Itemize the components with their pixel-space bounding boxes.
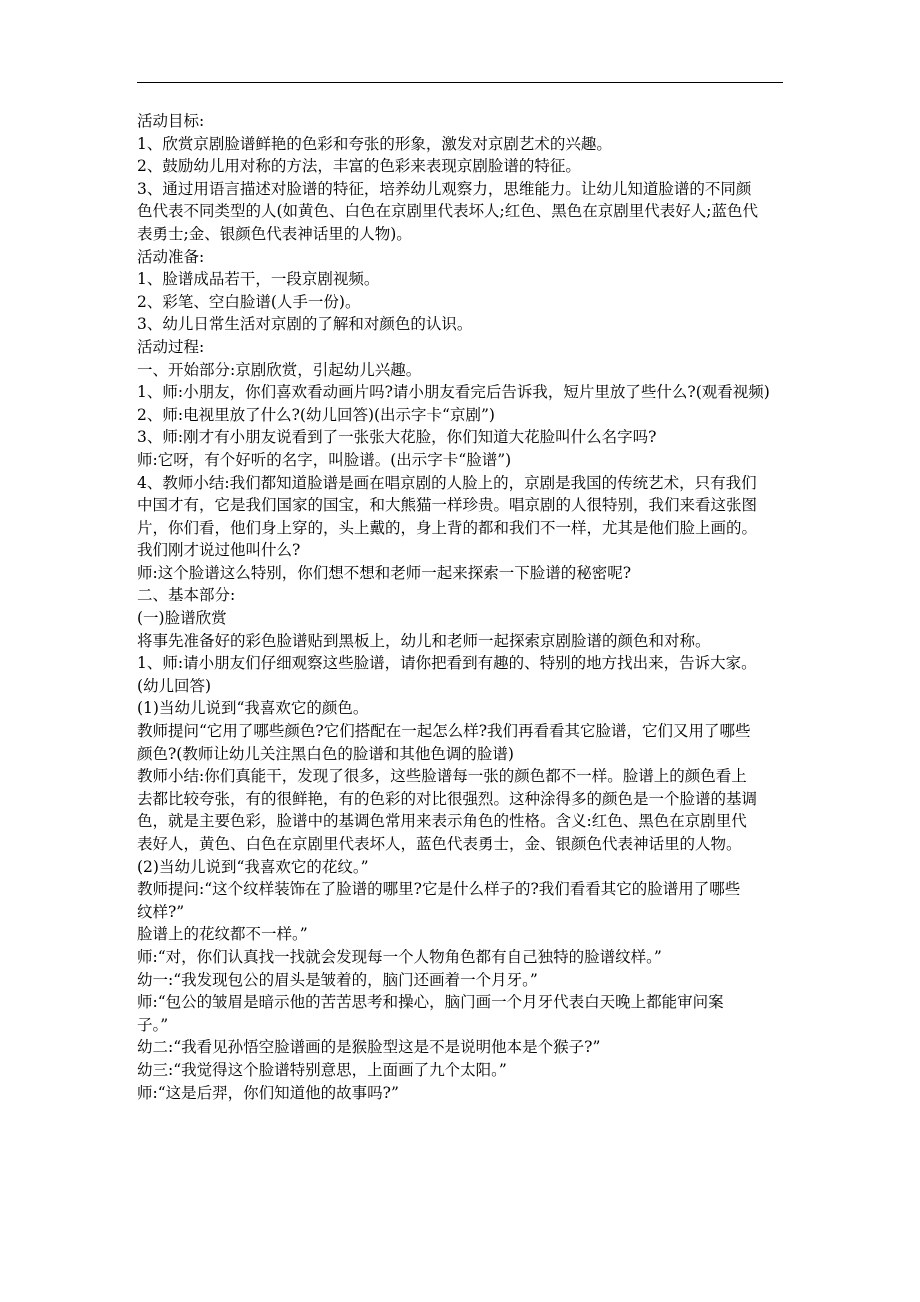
text-line: 教师提问“它用了哪些颜色?它们搭配在一起怎么样?我们再看看其它脸谱，它们又用了哪些: [137, 722, 751, 741]
text-line: 教师提问:“这个纹样装饰在了脸谱的哪里?它是什么样子的?我们看看其它的脸谱用了哪些: [137, 880, 741, 899]
text-line: (一)脸谱欣赏: [137, 609, 227, 628]
text-line: 色代表不同类型的人(如黄色、白色在京剧里代表坏人;红色、黑色在京剧里代表好人;蓝色代: [137, 202, 758, 221]
text-line: 1、欣赏京剧脸谱鲜艳的色彩和夸张的形象，激发对京剧艺术的兴趣。: [137, 134, 612, 153]
text-line: 1、师:请小朋友们仔细观察这些脸谱，请你把看到有趣的、特别的地方找出来，告诉大家。: [137, 654, 757, 673]
text-line: 师:这个脸谱这么特别，你们想不想和老师一起来探索一下脸谱的秘密呢?: [137, 563, 632, 582]
text-line: 师:“对，你们认真找一找就会发现每一个人物角色都有自己独特的脸谱纹样。”: [137, 947, 662, 966]
text-line: 师:它呀，有个好听的名字，叫脸谱。(出示字卡“脸谱”): [137, 450, 512, 469]
text-line: 表勇士;金、银颜色代表神话里的人物)。: [137, 224, 412, 243]
text-line: 二、基本部分:: [137, 586, 236, 605]
text-line: 将事先准备好的彩色脸谱贴到黑板上，幼儿和老师一起探索京剧脸谱的颜色和对称。: [137, 631, 711, 650]
text-line: 片，你们看，他们身上穿的，头上戴的，身上背的都和我们不一样，尤其是他们脸上画的。: [137, 518, 758, 537]
text-line: 一、开始部分:京剧欣赏，引起幼儿兴趣。: [137, 360, 422, 379]
text-line: (幼儿回答): [137, 676, 212, 695]
text-line: 师:“包公的皱眉是暗示他的苦苦思考和操心，脑门画一个月牙代表白天晚上都能审问案: [137, 993, 724, 1012]
text-line: (1)当幼儿说到“我喜欢它的颜色。: [137, 699, 369, 718]
text-line: 1、师:小朋友，你们喜欢看动画片吗?请小朋友看完后告诉我，短片里放了些什么?(观看视频): [137, 383, 770, 402]
text-line: 幼二:“我看见孙悟空脸谱画的是猴脸型这是不是说明他本是个猴子?”: [137, 1038, 601, 1057]
text-line: 2、彩笔、空白脸谱(人手一份)。: [137, 292, 361, 311]
text-line: 1、脸谱成品若干，一段京剧视频。: [137, 270, 380, 289]
text-line: 幼三:“我觉得这个脸谱特别意思，上面画了九个太阳。”: [137, 1060, 507, 1079]
document-body: [137, 110, 797, 1104]
text-line: (2)当幼儿说到“我喜欢它的花纹。”: [137, 857, 369, 876]
text-line: 活动目标:: [137, 112, 205, 130]
text-line: 中国才有，它是我们国家的国宝，和大熊猫一样珍贵。唱京剧的人很特别，我们来看这张图: [137, 496, 758, 515]
text-line: 2、师:电视里放了什么?(幼儿回答)(出示字卡“京剧”): [137, 405, 495, 424]
text-line: 表好人，黄色、白色在京剧里代表坏人，蓝色代表勇士，金、银颜色代表神话里的人物。: [137, 835, 742, 853]
text-line: 活动过程:: [137, 337, 205, 356]
text-line: 色，就是主要色彩，脸谱中的基调色常用来表示角色的性格。含义:红色、黑色在京剧里代: [137, 812, 747, 831]
header-rule: [137, 82, 783, 83]
text-line: 2、鼓励幼儿用对称的方法，丰富的色彩来表现京剧脸谱的特征。: [137, 157, 581, 176]
text-line: 我们刚才说过他叫什么?: [137, 541, 301, 560]
text-line: 去都比较夸张，有的很鲜艳，有的色彩的对比很强烈。这种涂得多的颜色是一个脸谱的基调: [137, 789, 758, 808]
text-line: 师:“这是后羿，你们知道他的故事吗?”: [137, 1083, 399, 1102]
text-line: 子。”: [137, 1015, 169, 1034]
text-line: 纹样?”: [137, 902, 185, 921]
text-line: 颜色?(教师让幼儿关注黑白色的脸谱和其他色调的脸谱): [137, 744, 514, 763]
text-line: 活动准备:: [137, 247, 205, 266]
text-line: 4、教师小结:我们都知道脸谱是画在唱京剧的人脸上的，京剧是我国的传统艺术，只有我们: [137, 473, 757, 492]
text-line: 脸谱上的花纹都不一样。”: [137, 925, 308, 944]
text-line: 教师小结:你们真能干，发现了很多，这些脸谱每一张的颜色都不一样。脸谱上的颜色看上: [137, 767, 747, 786]
text-line: 幼一:“我发现包公的眉头是皱着的，脑门还画着一个月牙。”: [137, 970, 538, 989]
text-line: 3、通过用语言描述对脸谱的特征，培养幼儿观察力，思维能力。让幼儿知道脸谱的不同颜: [137, 179, 752, 198]
text-line: 3、师:刚才有小朋友说看到了一张张大花脸，你们知道大花脸叫什么名字吗?: [137, 428, 657, 447]
text-line: 3、幼儿日常生活对京剧的了解和对颜色的认识。: [137, 315, 473, 334]
